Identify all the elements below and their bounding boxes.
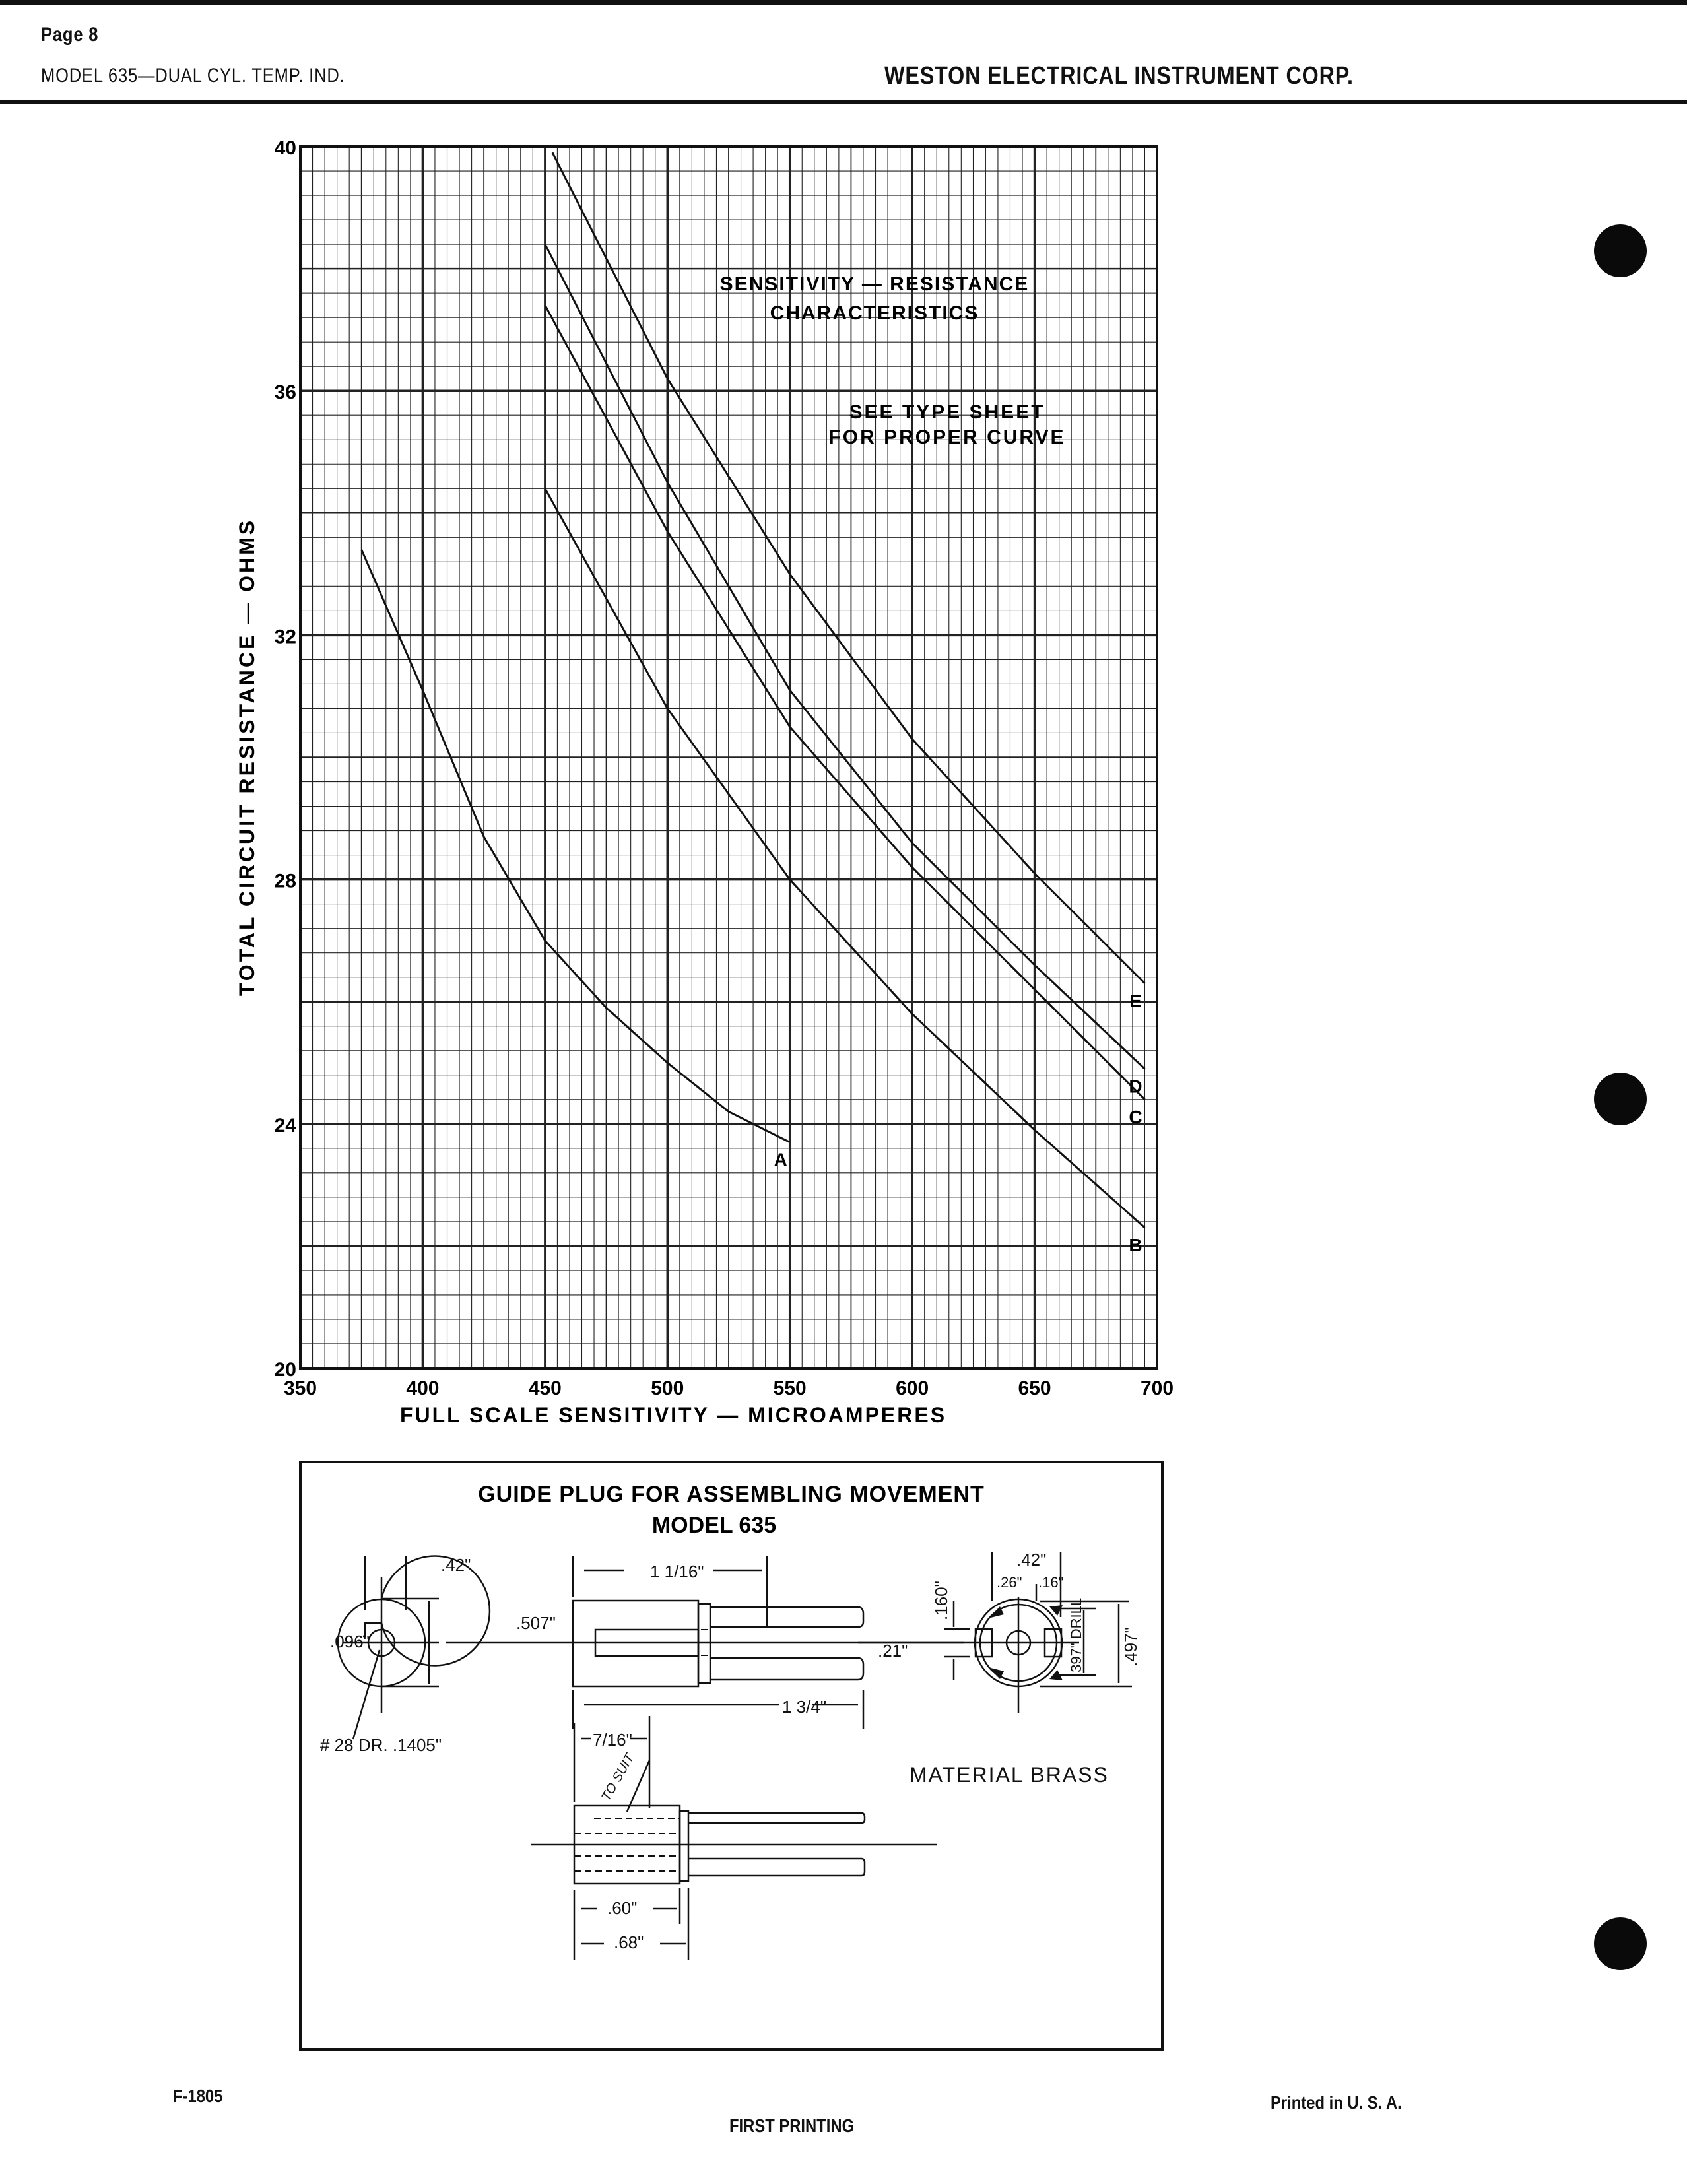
dim-drill: .397" DRILL — [1068, 1597, 1084, 1676]
curve-label-A: A — [774, 1149, 787, 1170]
dim-right-b: .16" — [1038, 1574, 1064, 1591]
page-number: Page 8 — [41, 24, 99, 46]
chart-title-line2: CHARACTERISTICS — [770, 302, 979, 324]
dim-length-total: 1 3/4" — [782, 1697, 827, 1717]
dim-outer: .497" — [1121, 1627, 1141, 1667]
form-number: F-1805 — [173, 2086, 223, 2106]
dim-to-suit: TO SUIT — [599, 1751, 638, 1804]
x-axis-label: FULL SCALE SENSITIVITY — MICROAMPERES — [399, 1403, 947, 1427]
y-axis-label: TOTAL CIRCUIT RESISTANCE — OHMS — [235, 517, 259, 997]
printed-in-usa: Printed in U. S. A. — [1271, 2092, 1402, 2113]
material-note: MATERIAL BRASS — [910, 1763, 1109, 1787]
curve-label-B: B — [1129, 1235, 1142, 1256]
svg-text:20: 20 — [274, 1359, 296, 1381]
svg-text:650: 650 — [1018, 1377, 1051, 1399]
svg-text:32: 32 — [274, 626, 296, 648]
chart-title-line1: SENSITIVITY — RESISTANCE — [719, 273, 1030, 295]
dim-seven-sixteenths: 7/16" — [593, 1730, 632, 1750]
curve-label-E: E — [1129, 990, 1142, 1011]
dim-hole: # 28 DR. .1405" — [320, 1735, 442, 1755]
svg-text:700: 700 — [1140, 1377, 1174, 1399]
dim-60: .60" — [607, 1898, 638, 1918]
chart-annotation-line1: SEE TYPE SHEET — [849, 401, 1045, 423]
dim-right-a: .26" — [997, 1574, 1022, 1591]
svg-text:400: 400 — [406, 1377, 440, 1399]
drawing-subtitle: MODEL 635 — [651, 1513, 777, 1538]
svg-text:36: 36 — [274, 381, 296, 404]
svg-text:550: 550 — [773, 1377, 807, 1399]
dim-end-width: .42" — [441, 1555, 471, 1575]
dim-slot: .096" — [330, 1632, 370, 1651]
dim-pin-dia: .21" — [878, 1641, 908, 1661]
svg-text:350: 350 — [283, 1377, 317, 1399]
dim-right-width: .42" — [1016, 1550, 1047, 1570]
curve-label-D: D — [1129, 1076, 1142, 1097]
svg-text:600: 600 — [896, 1377, 929, 1399]
svg-text:40: 40 — [274, 137, 296, 159]
chart-annotation-line2: FOR PROPER CURVE — [828, 426, 1066, 448]
dim-diameter: .507" — [516, 1613, 556, 1633]
printing-note: FIRST PRINTING — [729, 2115, 855, 2136]
company-name: WESTON ELECTRICAL INSTRUMENT CORP. — [884, 62, 1354, 90]
model-title: MODEL 635—DUAL CYL. TEMP. IND. — [41, 65, 345, 86]
dim-68: .68" — [614, 1933, 644, 1952]
svg-text:500: 500 — [651, 1377, 684, 1399]
svg-text:24: 24 — [274, 1114, 296, 1137]
drawing-title: GUIDE PLUG FOR ASSEMBLING MOVEMENT — [478, 1482, 985, 1507]
svg-text:28: 28 — [274, 870, 296, 892]
dim-pin-gap: .160" — [931, 1581, 951, 1620]
dim-length-top: 1 1/16" — [650, 1562, 704, 1581]
svg-text:450: 450 — [528, 1377, 562, 1399]
curve-label-C: C — [1129, 1106, 1142, 1127]
